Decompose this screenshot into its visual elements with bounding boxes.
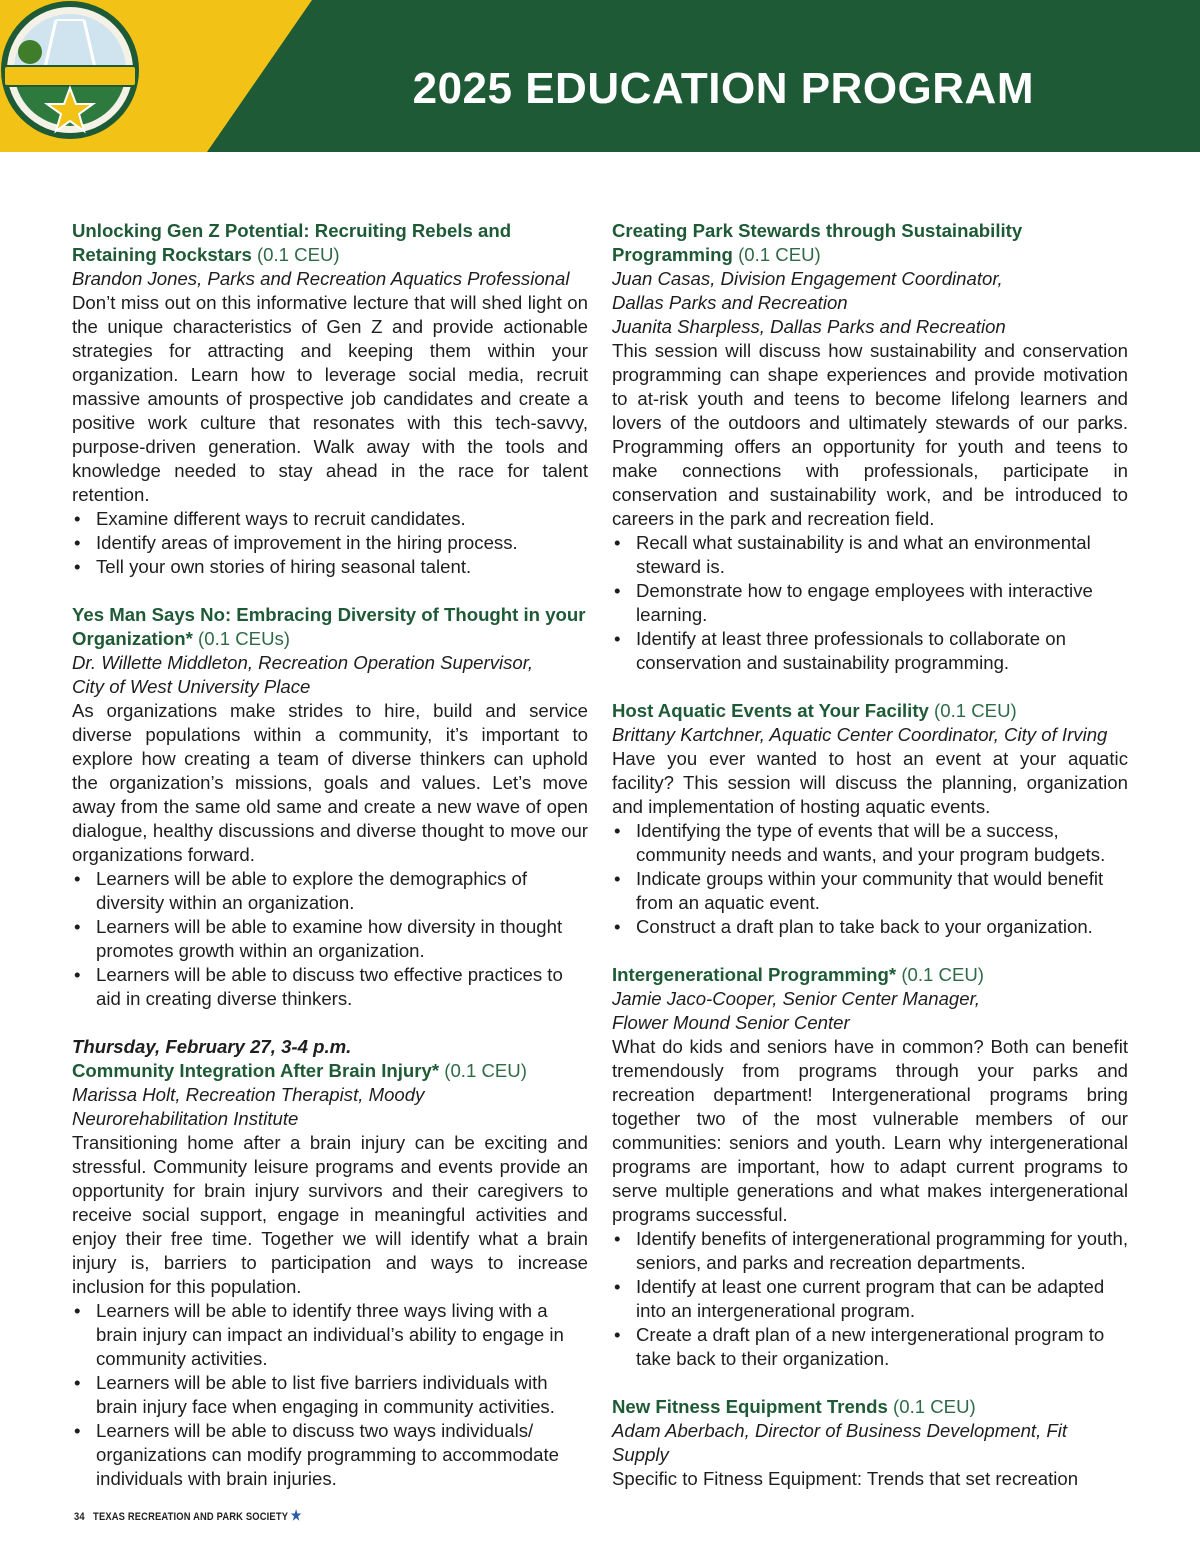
- session-description: Have you ever wanted to host an event at your aquatic facility? This session will discuss the planning, organization and implementation of hosting aquatic events.: [612, 748, 1128, 817]
- star-icon: ★: [290, 1507, 302, 1523]
- speaker: Juan Casas, Division Engagement Coordinator,: [612, 268, 1003, 289]
- page-footer: [74, 1507, 302, 1524]
- speaker: Dr. Willette Middleton, Recreation Operation Supervisor,: [72, 652, 534, 673]
- session-description: Transitioning home after a brain injury can be exciting and stressful. Community leisure programs and events provide an opportunity for brain injury survivors and their caregivers to receive social support, engage in meaningful activities and enjoy their free time. Together we will identify what a brain injury is, barriers to participation and ways to increase inclusion for this population.: [72, 1132, 588, 1297]
- ceu-label: (0.1 CEUs): [198, 628, 290, 649]
- ceu-label: (0.1 CEU): [738, 244, 821, 265]
- objective-item: • Identify at least three professionals to collaborate on conservation and sustainability programming.: [612, 627, 1128, 675]
- speaker: Brandon Jones, Parks and Recreation Aquatics Professional: [72, 268, 570, 289]
- session-yes-man: [72, 603, 588, 1011]
- session-title-text: Unlocking Gen Z Potential: Recruiting Rebels and Retaining Rockstars: [72, 220, 512, 265]
- objective-item: • Identifying the type of events that will be a success, community needs and wants, and your program budgets.: [612, 819, 1128, 867]
- session-title-text: Yes Man Says No: Embracing Diversity of Thought in your Organization*: [72, 604, 586, 649]
- speaker: Neurorehabilitation Institute: [72, 1108, 299, 1129]
- left-column: [72, 219, 588, 1515]
- page-number: 34: [74, 1511, 85, 1523]
- objectives-list: [612, 1227, 1128, 1371]
- speaker: Flower Mound Senior Center: [612, 1012, 850, 1033]
- session-description: As organizations make strides to hire, build and service diverse populations within a community, it’s important to explore how creating a team of diverse thinkers can uphold the organization’s missions, goals and values. Let’s move away from the same old same and create a new wave of open dialogue, healthy discussions and diverse thought to move our organizations forward.: [72, 700, 588, 865]
- objective-item: • Identify at least one current program that can be adapted into an intergenerational program.: [612, 1275, 1128, 1323]
- session-description: Specific to Fitness Equipment: Trends that set recreation: [612, 1468, 1079, 1489]
- speaker: Brittany Kartchner, Aquatic Center Coordinator, City of Irving: [612, 724, 1108, 745]
- objective-item: • Learners will be able to discuss two ways individuals/ organizations can modify programming to accommodate individuals with brain injuries.: [72, 1419, 588, 1491]
- session-description: What do kids and seniors have in common? Both can benefit tremendously from programs through your parks and recreation department! Intergenerational programs bring together two of the most vulnerable members of our communities: seniors and youth. Learn why intergenerational programs are important, how to adapt current programs to serve multiple generations and what makes intergenerational programs successful.: [612, 1036, 1128, 1225]
- publication-name: TEXAS RECREATION AND PARK SOCIETY: [93, 1511, 288, 1523]
- speaker: Dallas Parks and Recreation: [612, 292, 848, 313]
- objectives-list: [72, 867, 588, 1011]
- session-title-text: Host Aquatic Events at Your Facility: [612, 700, 929, 721]
- ceu-label: (0.1 CEU): [256, 244, 340, 265]
- session-title-text: Community Integration After Brain Injury*: [72, 1060, 440, 1081]
- session-day-time: Thursday, February 27, 3-4 p.m.: [72, 1036, 352, 1057]
- ceu-label: (0.1 CEU): [444, 1060, 527, 1081]
- session-title: [72, 219, 588, 267]
- session-title: [72, 603, 588, 651]
- objective-item: • Learners will be able to examine how diversity in thought promotes growth within an organization.: [72, 915, 588, 963]
- objective-item: • Recall what sustainability is and what an environmental steward is.: [612, 531, 1128, 579]
- speaker: Jamie Jaco-Cooper, Senior Center Manager,: [612, 988, 980, 1009]
- right-column: [612, 219, 1128, 1515]
- objectives-list: [72, 1299, 588, 1491]
- ceu-label: (0.1 CEU): [901, 964, 984, 985]
- session-gen-z: [72, 219, 588, 579]
- objective-item: • Learners will be able to list five barriers individuals with brain injury face when engaging in community activities.: [72, 1371, 588, 1419]
- objective-item: • Learners will be able to explore the demographics of diversity within an organization.: [72, 867, 588, 915]
- session-title: [612, 1395, 1128, 1419]
- speaker: Adam Aberbach, Director of Business Development, Fit Supply: [612, 1420, 1068, 1465]
- objective-item: • Demonstrate how to engage employees with interactive learning.: [612, 579, 1128, 627]
- objective-item: • Tell your own stories of hiring seasonal talent.: [72, 555, 588, 579]
- session-title: [612, 219, 1128, 267]
- session-title: [72, 1059, 588, 1083]
- speaker: City of West University Place: [72, 676, 311, 697]
- objective-item: • Indicate groups within your community that would benefit from an aquatic event.: [612, 867, 1128, 915]
- session-brain-injury: [72, 1035, 588, 1491]
- session-aquatic-events: [612, 699, 1128, 939]
- objective-item: • Construct a draft plan to take back to your organization.: [612, 915, 1128, 939]
- header-banner: [0, 0, 1200, 152]
- objective-item: • Learners will be able to identify three ways living with a brain injury can impact an individual’s ability to engage in community activities.: [72, 1299, 588, 1371]
- session-description: This session will discuss how sustainability and conservation programming can shape experiences and provide motivation to at-risk youth and teens to become lifelong learners and lovers of the outdoors and ultimately stewards of our parks. Programming offers an opportunity for youth and teens to make connections with professionals, participate in conservation and sustainability work, and be introduced to careers in the park and recreation field.: [612, 340, 1128, 529]
- session-title: [612, 699, 1128, 723]
- session-description: Don’t miss out on this informative lecture that will shed light on the unique characteristics of Gen Z and provide actionable strategies for attracting and keeping them within your organization. Learn how to leverage social media, recruit massive amounts of prospective job candidates and create a positive work culture that resonates with this tech-savvy, purpose-driven generation. Walk away with the tools and knowledge needed to stay ahead in the race for talent retention.: [72, 292, 588, 505]
- speaker: Marissa Holt, Recreation Therapist, Moody: [72, 1084, 425, 1105]
- ceu-label: (0.1 CEU): [934, 700, 1017, 721]
- objectives-list: [72, 507, 588, 579]
- objectives-list: [612, 819, 1128, 939]
- objective-item: • Identify areas of improvement in the hiring process.: [72, 531, 588, 555]
- session-title-text: Creating Park Stewards through Sustainability Programming: [612, 220, 1023, 265]
- objective-item: • Examine different ways to recruit candidates.: [72, 507, 588, 531]
- objective-item: • Create a draft plan of a new intergenerational program to take back to their organization.: [612, 1323, 1128, 1371]
- session-title-text: Intergenerational Programming*: [612, 964, 897, 985]
- ceu-label: (0.1 CEU): [893, 1396, 976, 1417]
- session-intergenerational: [612, 963, 1128, 1371]
- session-title: [612, 963, 1128, 987]
- page-title: 2025 EDUCATION PROGRAM: [412, 64, 1034, 113]
- objective-item: • Learners will be able to discuss two effective practices to aid in creating diverse thinkers.: [72, 963, 588, 1011]
- objective-item: • Identify benefits of intergenerational programming for youth, seniors, and parks and recreation departments.: [612, 1227, 1128, 1275]
- session-title-text: New Fitness Equipment Trends: [612, 1396, 888, 1417]
- lone-star-badge-icon: [0, 0, 140, 140]
- speaker: Juanita Sharpless, Dallas Parks and Recreation: [612, 316, 1006, 337]
- session-park-stewards: [612, 219, 1128, 675]
- session-fitness-equipment: [612, 1395, 1128, 1491]
- objectives-list: [612, 531, 1128, 675]
